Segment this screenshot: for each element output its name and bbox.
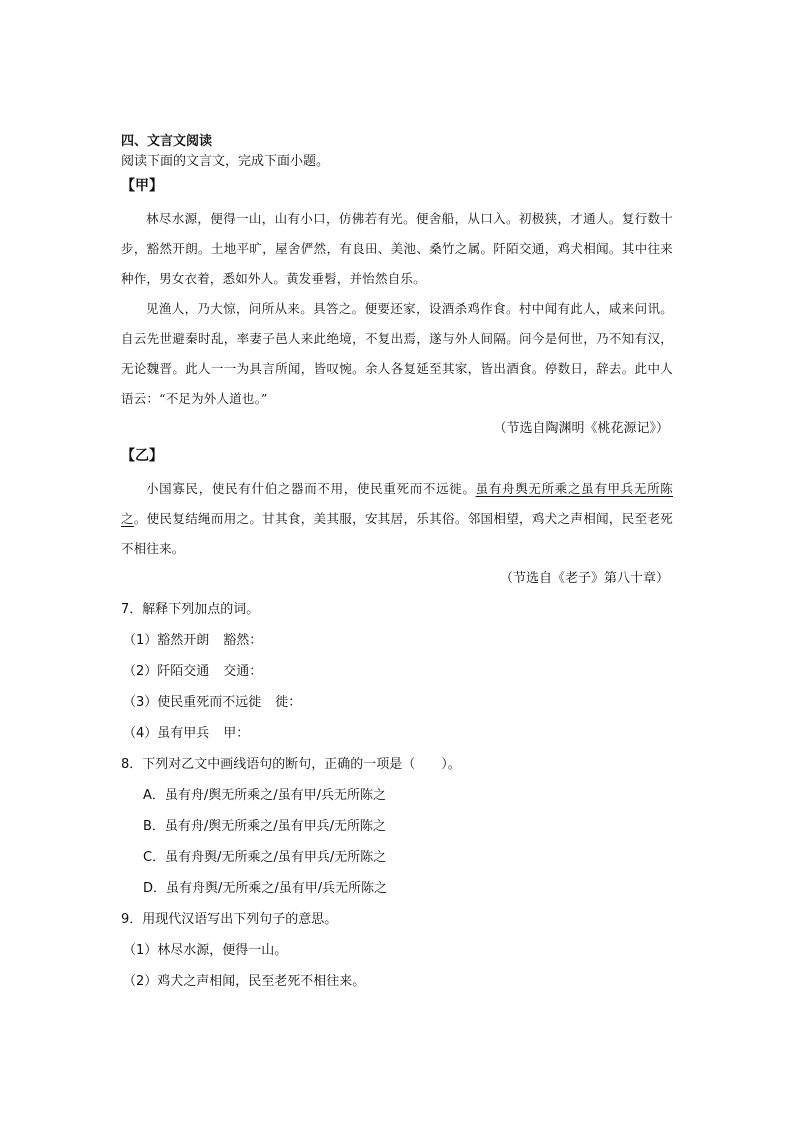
option-text: 虽有舟/舆无所乘之/虽有甲兵/无所陈之 (164, 819, 387, 834)
item-text: 林尽水源，便得一山。 (157, 943, 288, 958)
question-7-item (121, 656, 673, 687)
item-word: 交通： (223, 664, 263, 679)
question-9-item (121, 966, 673, 997)
question-7-item (121, 718, 673, 749)
section-title: 四、文言文阅读 (121, 134, 213, 149)
item-number: （1） (123, 633, 158, 648)
passage-b-text-before: 小国寡民，使民有什伯之器而不用，使民重死而不远徙。 (146, 481, 476, 496)
question-8-option-d (121, 873, 673, 904)
item-word: 豁然： (223, 633, 263, 648)
exam-content (121, 132, 673, 997)
option-text: 虽有舟/舆无所乘之/虽有甲/兵无所陈之 (164, 788, 387, 803)
item-text: 鸡犬之声相闻，民至老死不相往来。 (157, 974, 366, 989)
option-letter: C． (143, 850, 166, 865)
passage-a-paragraph-2: 见渔人，乃大惊，问所从来。具答之。便要还家，设酒杀鸡作食。村中闻有此人，咸来问讯。自云先世避秦时乱，率妻子邑人来此绝境，不复出焉，遂与外人间隔。问今是何世，乃不知有汉，无论魏晋。此人一一为具言所闻，皆叹惋。余人各复延至其家，皆出酒食。停数日，辞去。此中人语云：“不足为外人道也。” (121, 301, 673, 406)
question-8-option-b (121, 811, 673, 842)
passage-b-source: （节选自《老子》第八十章） (499, 571, 669, 586)
question-8-stem: 8．下列对乙文中画线语句的断句，正确的一项是（ ）。 (121, 757, 461, 772)
passage-a-paragraph-1: 林尽水源，便得一山，山有小口，仿佛若有光。便舍船，从口入。初极狭，才通人。复行数十步，豁然开朗。土地平旷，屋舍俨然，有良田、美池、桑竹之属。阡陌交通，鸡犬相闻。其中往来种作，男女衣着，悉如外人。黄发垂髫，并怡然自乐。 (121, 211, 673, 286)
item-number: （1） (123, 943, 158, 958)
item-number: （3） (123, 695, 158, 710)
item-number: （4） (123, 726, 158, 741)
question-7-stem: 7．解释下列加点的词。 (121, 602, 260, 617)
item-number: （2） (123, 974, 158, 989)
item-number: （2） (123, 664, 158, 679)
question-8-option-a (121, 780, 673, 811)
item-phrase: 虽有甲兵 (157, 726, 210, 741)
option-letter: B． (143, 819, 165, 834)
option-letter: A． (143, 788, 165, 803)
question-7-item (121, 687, 673, 718)
section-instruction: 阅读下面的文言文，完成下面小题。 (121, 154, 330, 169)
item-phrase: 阡陌交通 (157, 664, 210, 679)
passage-a-marker: 【甲】 (121, 178, 163, 194)
passage-b-text-after: 。使民复结绳而用之。甘其食，美其服，安其居，乐其俗。邻国相望，鸡犬之声相闻，民至老死不相往来。 (121, 511, 673, 556)
option-text: 虽有舟舆/无所乘之/虽有甲/兵无所陈之 (166, 881, 388, 896)
item-word: 徙： (275, 695, 302, 710)
question-8-option-c (121, 842, 673, 873)
question-9-item (121, 935, 673, 966)
item-phrase: 豁然开朗 (157, 633, 210, 648)
question-7-item (121, 625, 673, 656)
option-text: 虽有舟舆/无所乘之/虽有甲兵/无所陈之 (165, 850, 387, 865)
passage-b-underlined-sentence: 虽有舟舆无所乘之虽有甲兵无所陈之 (121, 481, 673, 526)
item-phrase: 使民重死而不远徙 (157, 695, 262, 710)
passage-a-source: （节选自陶渊明《桃花源记》） (493, 421, 669, 436)
question-9-stem: 9．用现代汉语写出下列句子的意思。 (121, 912, 338, 927)
option-letter: D． (143, 881, 167, 896)
item-word: 甲： (223, 726, 250, 741)
passage-b-paragraph (121, 474, 673, 564)
passage-b-marker: 【乙】 (121, 448, 163, 464)
